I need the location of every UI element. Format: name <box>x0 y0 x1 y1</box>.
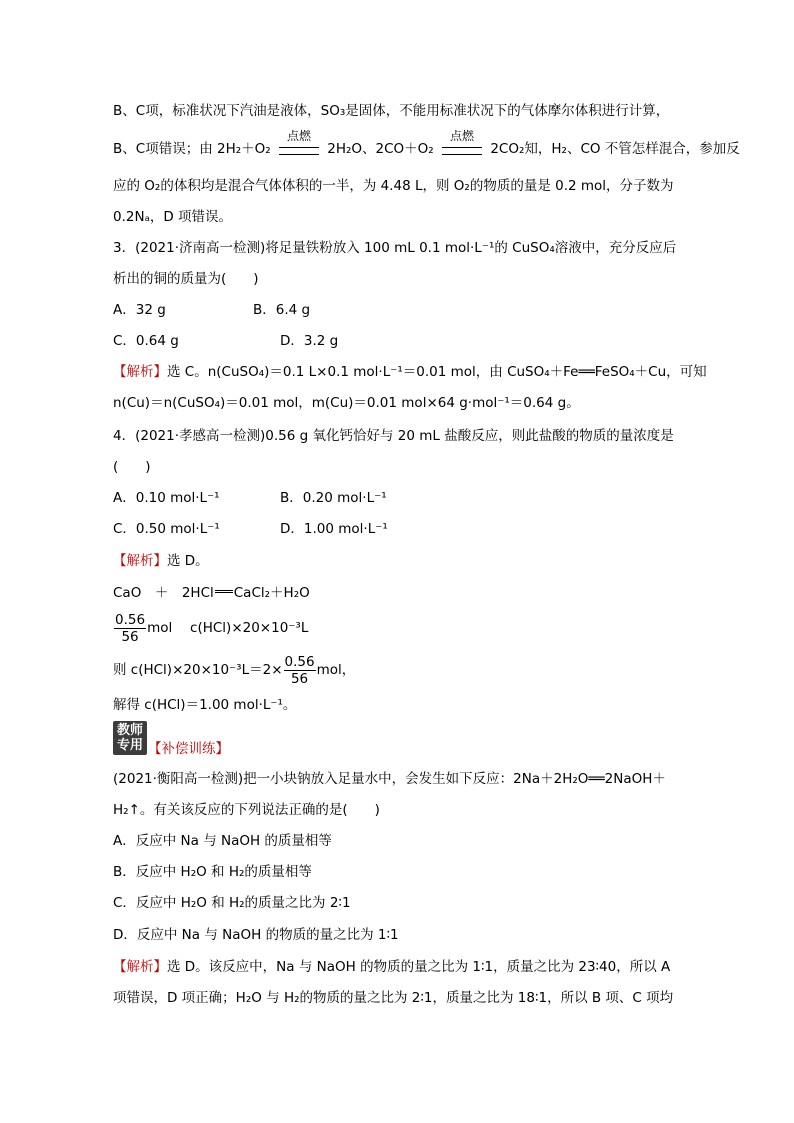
reaction-condition: 点燃 <box>286 129 311 143</box>
text-line: H₂↑。有关该反应的下列说法正确的是( ) <box>113 802 380 818</box>
text-line: B、C项，标准状况下汽油是液体，SO₃是固体，不能用标准状况下的气体摩尔体积进行计算， <box>113 103 670 119</box>
text-line: n(Cu)＝n(CuSO₄)＝0.01 mol，m(Cu)＝0.01 mol×64 g·mol⁻¹＝0.64 g。 <box>113 395 580 411</box>
option-b: B．6.4 g <box>253 302 311 318</box>
text-line: 0.2Nₐ，D 项错误。 <box>113 209 233 225</box>
text-segment: CaO ＋ 2HCl <box>113 585 214 601</box>
text-segment: mol <box>147 620 173 636</box>
fraction-numerator: 0.56 <box>284 653 315 670</box>
reaction-arrow <box>442 129 482 155</box>
question-4: 4．(2021·孝感高一检测)0.56 g 氧化钙恰好与 20 mL 盐酸反应，则此盐酸的物质的量浓度是 <box>113 428 674 444</box>
text-segment: c(HCl)×20×10⁻³L <box>190 620 309 636</box>
fraction <box>114 612 146 645</box>
option-c: C．0.50 mol·L⁻¹ <box>113 521 220 537</box>
text-segment: mol， <box>316 662 356 678</box>
text-segment: 2CO₂知，H₂、CO 不管怎样混合，参加反 <box>490 141 740 157</box>
analysis-label: 【解析】 <box>113 553 167 569</box>
fraction-denominator: 56 <box>121 628 139 645</box>
option-d: D．3.2 g <box>280 333 339 349</box>
reaction-arrow <box>279 129 319 155</box>
badge-line: 教师 <box>116 723 143 738</box>
practice-question: (2021·衡阳高一检测)把一小块钠放入足量水中，会发生如下反应：2Na＋2H₂O══2NaOH＋ <box>113 771 666 787</box>
text-segment: 选 D。 <box>167 553 209 569</box>
equation-line <box>113 653 355 687</box>
answer-line <box>113 551 209 571</box>
option-d: D．1.00 mol·L⁻¹ <box>280 521 388 537</box>
analysis-label: 【解析】 <box>113 364 167 380</box>
option-b: B．反应中 H₂O 和 H₂的质量相等 <box>113 864 312 880</box>
equals-sign <box>215 590 233 593</box>
equation-line <box>113 583 310 603</box>
option-a: A．32 g <box>113 302 166 318</box>
equation-line <box>113 611 308 645</box>
teacher-only-badge <box>113 721 147 755</box>
option-a: A．反应中 Na 与 NaOH 的质量相等 <box>113 833 332 849</box>
analysis-label: 【解析】 <box>113 959 167 975</box>
text-segment: 则 c(HCl)×20×10⁻³L＝2× <box>113 662 283 678</box>
text-line: 解得 c(HCl)＝1.00 mol·L⁻¹。 <box>113 697 297 713</box>
supplementary-heading: 【补偿训练】 <box>148 741 229 757</box>
text-segment: B、C项错误；由 2H₂＋O₂ <box>113 141 271 157</box>
reaction-condition: 点燃 <box>450 129 475 143</box>
option-d: D．反应中 Na 与 NaOH 的物质的量之比为 1∶1 <box>113 927 399 943</box>
option-c: C．0.64 g <box>113 333 179 349</box>
badge-line: 专用 <box>116 738 143 753</box>
text-segment: 选 D。该反应中，Na 与 NaOH 的物质的量之比为 1∶1，质量之比为 23∶40，所以 A <box>167 959 671 975</box>
text-line <box>113 129 740 159</box>
text-line: ( ) <box>113 459 151 475</box>
fraction-denominator: 56 <box>290 670 309 687</box>
text-line: 项错误，D 项正确；H₂O 与 H₂的物质的量之比为 2∶1，质量之比为 18∶1，所以 B 项、C 项均 <box>113 990 674 1006</box>
text-segment: 选 C。n(CuSO₄)＝0.1 L×0.1 mol·L⁻¹＝0.01 mol，由 CuSO₄＋Fe══FeSO₄＋Cu，可知 <box>167 364 707 380</box>
text-segment: 2H₂O、2CO＋O₂ <box>327 141 434 157</box>
text-line: 应的 O₂的体积均是混合气体体积的一半，为 4.48 L，则 O₂的物质的量是 0.2 mol，分子数为 <box>113 178 674 194</box>
answer-line <box>113 362 707 382</box>
text-line: 析出的铜的质量为( ) <box>113 271 259 287</box>
option-b: B．0.20 mol·L⁻¹ <box>280 490 387 506</box>
option-a: A．0.10 mol·L⁻¹ <box>113 490 220 506</box>
text-segment: CaCl₂＋H₂O <box>233 585 310 601</box>
option-c: C．反应中 H₂O 和 H₂的质量之比为 2∶1 <box>113 895 351 911</box>
fraction <box>284 654 316 687</box>
question-3: 3．(2021·济南高一检测)将足量铁粉放入 100 mL 0.1 mol·L⁻¹的 CuSO₄溶液中，充分反应后 <box>113 240 677 256</box>
fraction-numerator: 0.56 <box>115 611 146 628</box>
answer-line <box>113 957 670 977</box>
